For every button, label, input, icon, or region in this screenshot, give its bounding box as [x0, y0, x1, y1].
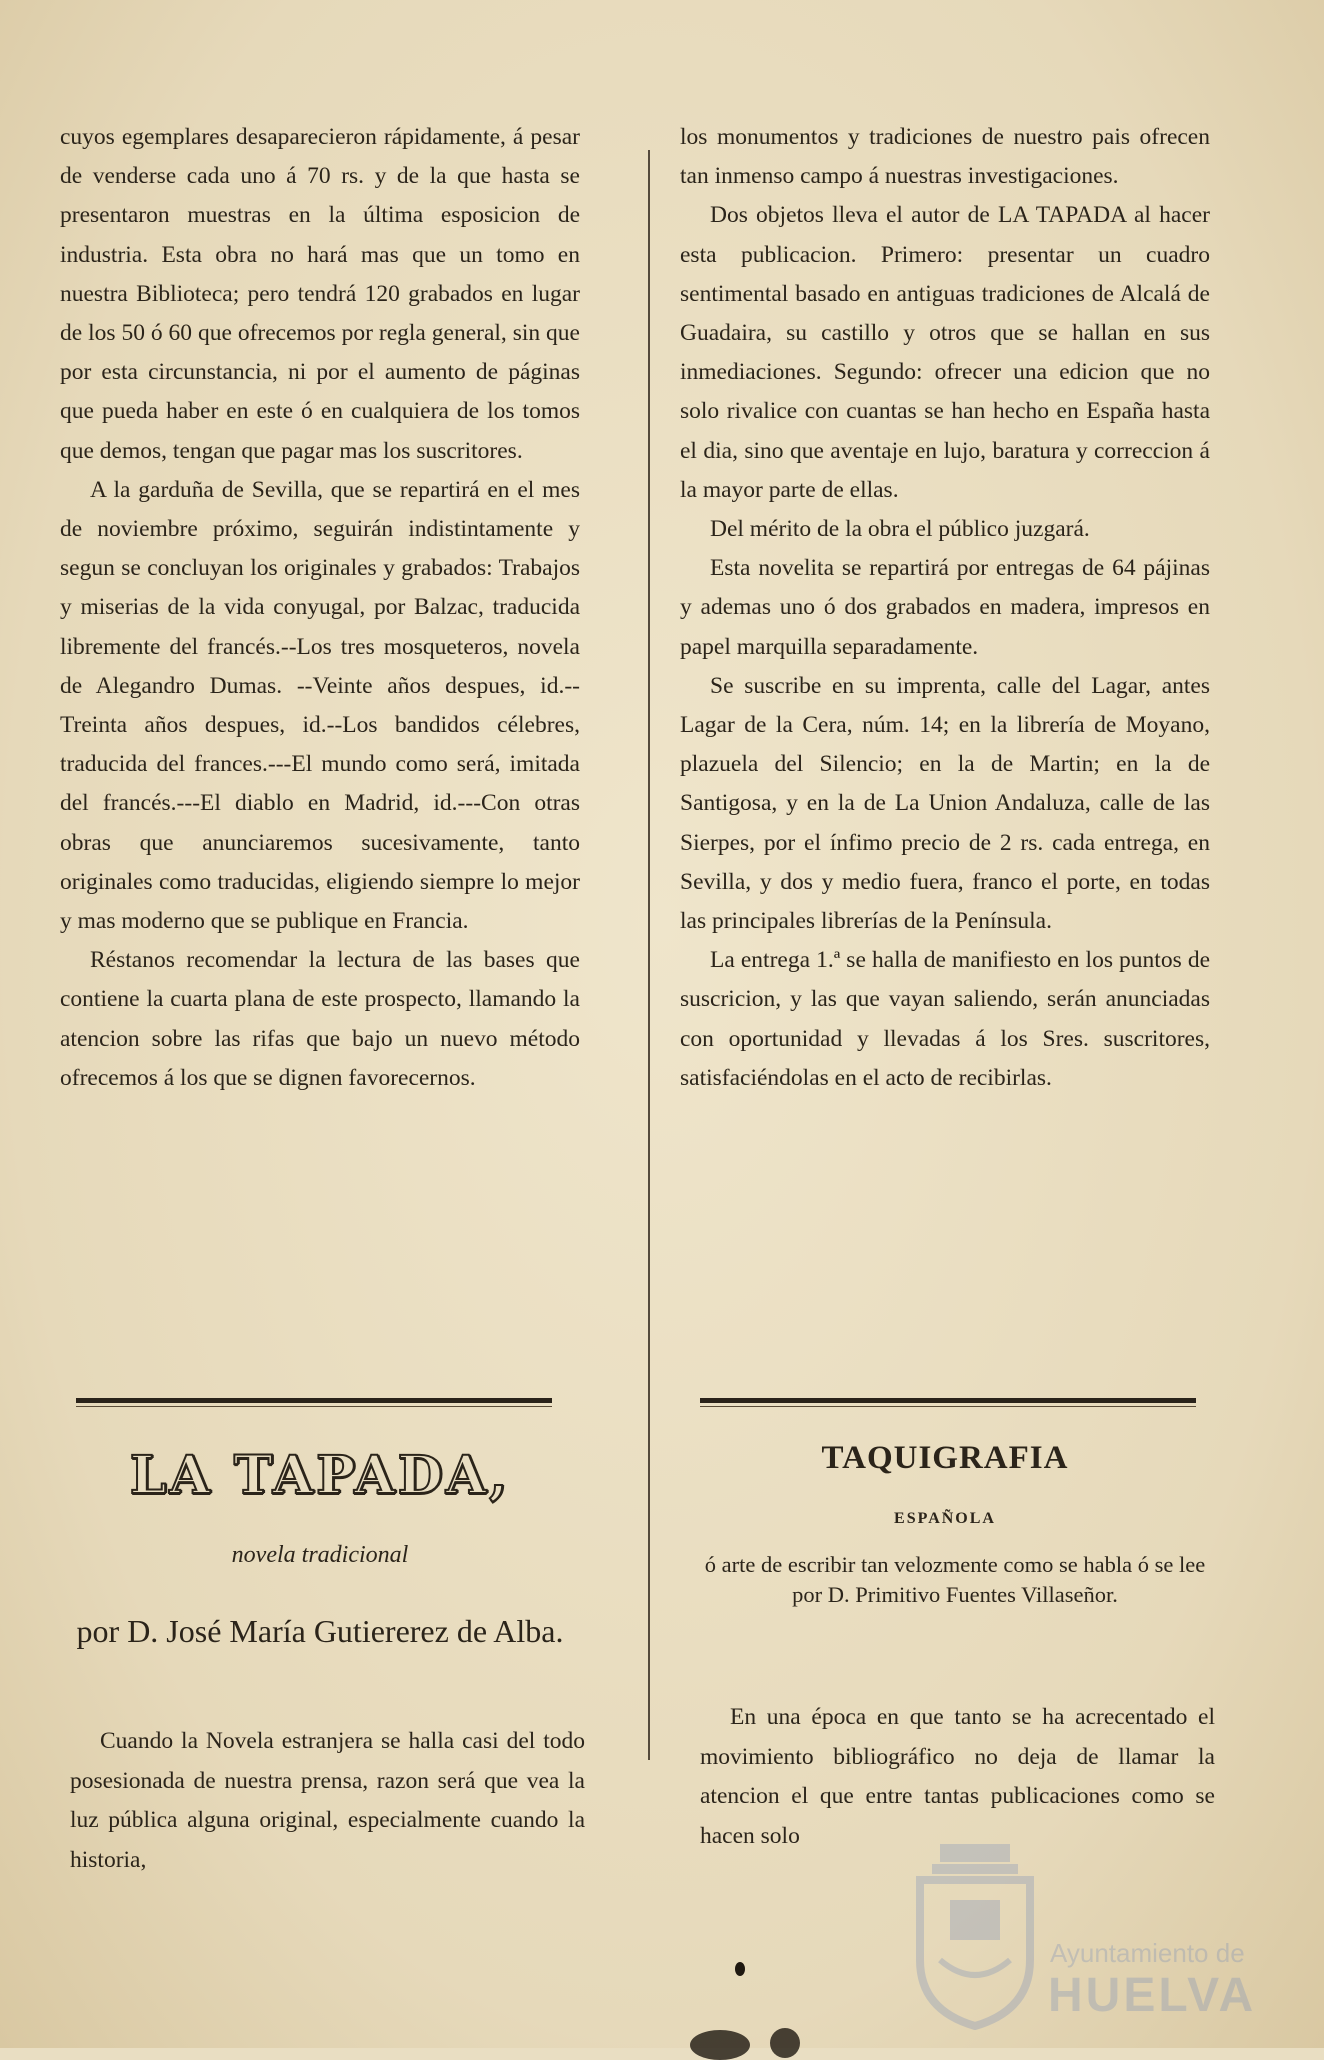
watermark-line1: Ayuntamiento de [1050, 1938, 1245, 1968]
watermark [910, 1840, 1257, 2030]
paragraph: Dos objetos lleva el autor de LA TAPADA al hacer esta publicacion. Primero: presentar un cuadro sentimental basado en antiguas tradiciones de Alcalá de Guadaira, su castillo y otros que se hallan en sus inmediaciones. Segundo: ofrecer una edicion que no solo rivalice con cuantas se han hecho en España hasta el dia, sino que aventaje en lujo, baratura y correccion á la mayor parte de ellas. [680, 202, 1210, 503]
paragraph: Esta novelita se repartirá por entregas de 64 pájinas y ademas uno ó dos grabados en madera, impresos en papel marquilla separadamente. [680, 555, 1210, 660]
ink-spot [735, 1962, 745, 1976]
section-divider [700, 1398, 1196, 1403]
article-author: por D. José María Gutiererez de Alba. [76, 1613, 564, 1649]
ink-spot [770, 2028, 800, 2058]
article-subtitle: novela tradicional [231, 1542, 409, 1568]
section-title: TAQUIGRAFIA [821, 1440, 1069, 1476]
watermark-line2: HUELVA [1048, 1969, 1257, 2022]
ink-spot [690, 2030, 750, 2060]
left-bottom-text [70, 1722, 585, 1880]
coat-of-arms-icon [910, 1840, 1040, 2030]
paragraph: Réstanos recomendar la lectura de las bases que contiene la cuarta plana de este prospecto, llamando la atencion sobre las rifas que bajo un nuevo método ofrecemos á los que se dignen favorecernos. [60, 947, 580, 1091]
paragraph: La entrega 1.ª se halla de manifiesto en los puntos de suscricion, y las que vayan saliendo, serán anunciadas con oportunidad y llevadas á los Sres. suscritores, satisfaciéndolas en el acto de recibirlas. [680, 947, 1210, 1091]
paragraph: cuyos egemplares desaparecieron rápidamente, á pesar de venderse cada uno á 70 rs. y de la que hasta se presentaron muestras en la última esposicion de industria. Esta obra no hará mas que un tomo en nuestra Biblioteca; pero tendrá 120 grabados en lugar de los 50 ó 60 que ofrecemos por regla general, sin que por esta circunstancia, ni por el aumento de páginas que pueda haber en este ó en cualquiera de los tomos que demos, tengan que pagar mas los suscritores. [60, 124, 580, 464]
paragraph: En una época en que tanto se ha acrecentado el movimiento bibliográfico no deja de llamar la atencion el que entre tantas publicaciones como se hacen solo [700, 1704, 1215, 1849]
column-divider-line [648, 150, 650, 1760]
section-subtitle: ESPAÑOLA [894, 1510, 996, 1527]
right-column [680, 118, 1210, 1098]
paragraph: Del mérito de la obra el público juzgará. [710, 516, 1090, 543]
paragraph: A la garduña de Sevilla, que se repartirá en el mes de noviembre próximo, seguirán indistintamente y segun se concluyan los originales y grabados: Trabajos y miserias de la vida conyugal, por Balzac, traducida libremente del francés.--Los tres mosqueteros, novela de Alegandro Dumas. --Veinte años despues, id.--Treinta años despues, id.--Los bandidos célebres, traducida del frances.---El mundo como será, imitada del francés.---El diablo en Madrid, id.---Con otras obras que anunciaremos sucesivamente, tanto originales como traducidas, eligiendo siempre lo mejor y mas moderno que se publique en Francia. [60, 476, 580, 935]
left-column [60, 118, 580, 1098]
paragraph: Se suscribe en su imprenta, calle del Lagar, antes Lagar de la Cera, núm. 14; en la librería de Moyano, plazuela del Silencio; en la de Martin; en la de Santigosa, y en la de La Union Andaluza, calle de las Sierpes, por el ínfimo precio de 2 rs. cada entrega, en Sevilla, y dos y medio fuera, franco el porte, en todas las principales librerías de la Península. [680, 672, 1210, 935]
paragraph: Cuando la Novela estranjera se halla casi del todo posesionada de nuestra prensa, razon será que vea la luz pública alguna original, especialmente cuando la historia, [70, 1728, 585, 1873]
section-description: ó arte de escribir tan velozmente como se habla ó se lee por D. Primitivo Fuentes Villaseñor. [704, 1552, 1206, 1607]
article-title: LA TAPADA, [129, 1445, 511, 1506]
right-bottom-text [700, 1698, 1215, 1856]
section-divider [76, 1398, 552, 1403]
paragraph: los monumentos y tradiciones de nuestro pais ofrecen tan inmenso campo á nuestras investigaciones. [680, 124, 1210, 190]
